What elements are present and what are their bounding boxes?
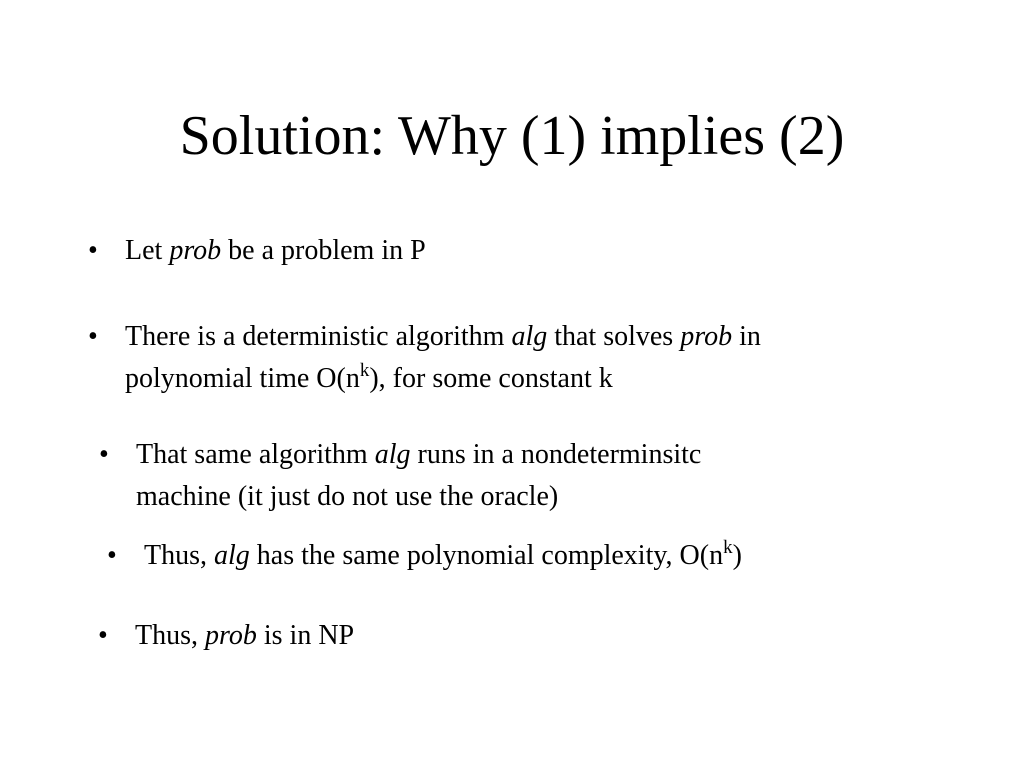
- italic-term: alg: [511, 321, 548, 352]
- bullet-text: [125, 230, 426, 272]
- bullet-text: [144, 535, 742, 577]
- bullet-dot-icon: •: [98, 620, 108, 651]
- text-run: be a problem in P: [221, 235, 426, 266]
- bullet-line: [125, 230, 426, 272]
- bullet-dot-icon: •: [99, 439, 109, 470]
- italic-term: prob: [169, 235, 222, 266]
- text-run: is in NP: [256, 620, 355, 651]
- text-run: that solves: [547, 321, 681, 352]
- text-run: ): [732, 540, 742, 571]
- superscript-text: k: [723, 537, 733, 558]
- slide-title: Solution: Why (1) implies (2): [179, 105, 845, 167]
- text-run: Thus,: [144, 540, 214, 571]
- bullet-line: [125, 358, 761, 400]
- text-run: ), for some constant k: [369, 363, 613, 394]
- text-run: has the same polynomial complexity, O(n: [249, 540, 724, 571]
- text-run: in: [732, 321, 761, 352]
- italic-term: alg: [374, 439, 411, 470]
- italic-term: alg: [214, 540, 250, 571]
- bullet-text: [136, 434, 701, 518]
- text-run: polynomial time O(n: [125, 363, 360, 394]
- bullet-dot-icon: •: [107, 540, 117, 571]
- bullet-text: [125, 316, 761, 400]
- text-run: That same algorithm: [136, 439, 375, 470]
- text-run: runs in a nondeterminsitc: [410, 439, 702, 470]
- italic-term: prob: [205, 620, 257, 651]
- text-run: Thus,: [135, 620, 205, 651]
- bullet-line: [144, 535, 742, 577]
- text-run: There is a deterministic algorithm: [125, 321, 512, 352]
- bullet-line: [136, 476, 701, 518]
- bullet-line: [136, 434, 701, 476]
- italic-term: prob: [680, 321, 733, 352]
- bullet-text: [135, 615, 354, 657]
- bullet-line: [135, 615, 354, 657]
- bullet-dot-icon: •: [88, 235, 98, 266]
- bullet-dot-icon: •: [88, 321, 98, 352]
- text-run: Let: [125, 235, 170, 266]
- text-run: machine (it just do not use the oracle): [136, 481, 559, 512]
- superscript-text: k: [359, 360, 370, 381]
- bullet-line: [125, 316, 761, 358]
